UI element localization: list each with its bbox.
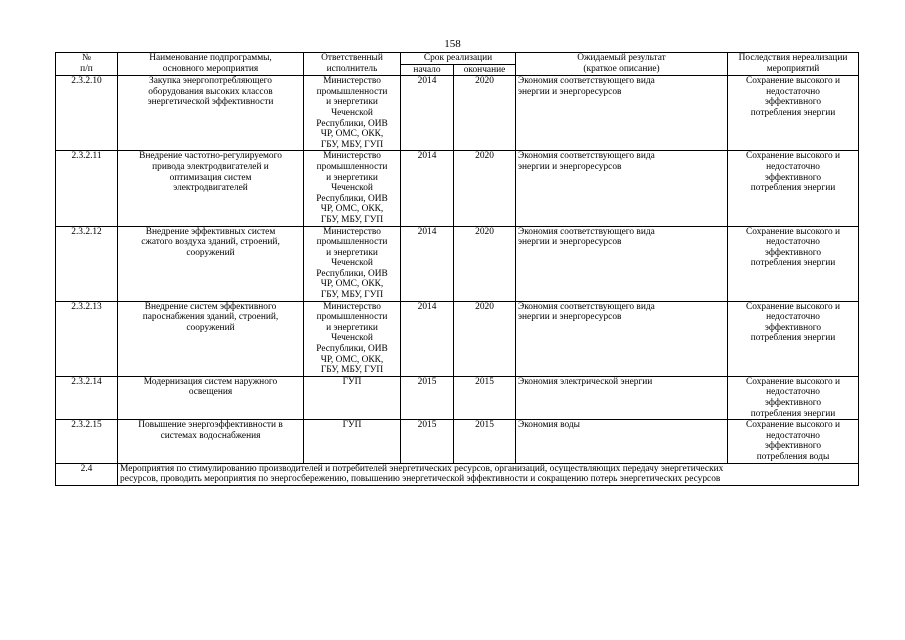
cell-consequences-line: Сохранение высокого и: [746, 151, 840, 162]
cell-consequences-line: недостаточно: [766, 161, 820, 172]
cell-responsible-line: ГБУ, МБУ, ГУП: [320, 214, 384, 225]
cell-name-line: освещения: [188, 387, 233, 398]
cell-consequences: [728, 76, 859, 151]
cell-responsible: [304, 76, 401, 151]
cell-start-year: 2014: [401, 301, 454, 376]
cell-responsible-line: Республики, ОИВ: [316, 344, 388, 355]
cell-name-line: оптимизация систем: [169, 172, 252, 183]
cell-consequences-line: эффективного: [764, 172, 822, 183]
col-header-name-line1: Наименование подпрограммы,: [149, 53, 272, 63]
cell-result-line: Экономия соответствующего вида: [518, 151, 655, 162]
col-header-name-line2: основного мероприятия: [162, 63, 259, 74]
cell-start-year: 2015: [401, 376, 454, 419]
cell-end-year: 2015: [454, 420, 516, 463]
col-header-result-line2: (краткое описание): [583, 63, 660, 74]
cell-start-year: 2014: [401, 226, 454, 301]
cell-consequences: [728, 420, 859, 463]
cell-result-line: Экономия соответствующего вида: [518, 76, 655, 87]
cell-name-line: оборудования высоких классов: [148, 86, 273, 97]
cell-consequences-line: недостаточно: [766, 237, 820, 248]
col-header-responsible-line2: исполнитель: [326, 63, 378, 74]
cell-consequences-line: недостаточно: [766, 86, 820, 97]
cell-responsible: [304, 226, 401, 301]
cell-result-line: энергии и энергоресурсов: [518, 312, 622, 323]
cell-responsible-line: Республики, ОИВ: [316, 193, 388, 204]
section-number: 2.4: [56, 463, 118, 485]
cell-consequences-line: потребления энергии: [750, 107, 836, 118]
cell-name-line: электродвигателей: [173, 183, 248, 194]
col-header-responsible: [304, 53, 401, 76]
cell-responsible-line: Чеченской: [331, 183, 373, 194]
cell-consequences-line: эффективного: [764, 97, 822, 108]
col-header-name: [118, 53, 304, 76]
cell-consequences-line: эффективного: [764, 398, 822, 408]
cell-responsible-line: промышленности: [316, 312, 388, 323]
col-header-result: [516, 53, 728, 76]
cell-name-line: Закупка энергопотребляющего: [149, 76, 272, 87]
cell-responsible-line: ГУП: [342, 420, 362, 431]
cell-start-year: 2014: [401, 151, 454, 226]
table-body: [56, 76, 859, 486]
cell-result-line: энергии и энергоресурсов: [518, 161, 622, 172]
cell-end-year: 2020: [454, 76, 516, 151]
cell-result: [516, 301, 728, 376]
cell-number: 2.3.2.10: [56, 76, 118, 151]
cell-name: [118, 226, 304, 301]
cell-result: [516, 376, 728, 419]
cell-consequences-line: Сохранение высокого и: [746, 420, 840, 431]
cell-consequences-line: эффективного: [764, 322, 822, 333]
cell-name-line: Повышение энергоэффективности в: [138, 420, 283, 431]
cell-end-year: 2020: [454, 226, 516, 301]
page-number: 158: [444, 38, 461, 50]
cell-responsible-line: ГБУ, МБУ, ГУП: [320, 139, 384, 150]
table-row: [56, 376, 859, 419]
cell-number: 2.3.2.12: [56, 226, 118, 301]
cell-end-year: 2020: [454, 301, 516, 376]
cell-end-year: 2020: [454, 151, 516, 226]
table-row: [56, 301, 859, 376]
cell-name-line: сжатого воздуха зданий, строений,: [141, 237, 280, 248]
cell-name-line: энергетической эффективности: [147, 97, 274, 108]
table-row: [56, 420, 859, 463]
col-header-consequences-line2: мероприятий: [766, 63, 820, 74]
cell-responsible: [304, 420, 401, 463]
cell-result: [516, 226, 728, 301]
cell-responsible-line: и энергетики: [326, 247, 378, 258]
cell-name-line: Модернизация систем наружного: [143, 376, 278, 387]
cell-responsible-line: ЧР, ОМС, ОКК,: [320, 354, 384, 365]
cell-result-line: Экономия воды: [518, 420, 580, 431]
cell-responsible: [304, 301, 401, 376]
cell-consequences-line: потребления энергии: [750, 333, 836, 344]
section-title: [118, 463, 859, 485]
cell-responsible-line: ГУП: [342, 376, 362, 387]
cell-consequences-line: эффективного: [764, 441, 822, 452]
cell-name-line: привода электродвигателей и: [152, 161, 269, 172]
cell-consequences: [728, 151, 859, 226]
section-title-line2: ресурсов, проводить мероприятия по энергосбережению, повышению энергетической эффективности и сокращению потерь энергетических ресурсов: [120, 474, 721, 485]
table-row: [56, 226, 859, 301]
cell-responsible: [304, 151, 401, 226]
col-header-number-line2: п/п: [80, 63, 93, 74]
cell-responsible-line: ГБУ, МБУ, ГУП: [320, 365, 384, 376]
cell-number: 2.3.2.15: [56, 420, 118, 463]
col-header-term: Срок реализации: [401, 53, 516, 65]
col-header-number: [56, 53, 118, 76]
cell-responsible-line: ЧР, ОМС, ОКК,: [320, 129, 384, 140]
cell-result-line: энергии и энергоресурсов: [518, 86, 622, 97]
cell-consequences-line: потребления воды: [756, 451, 830, 462]
cell-result-line: энергии и энергоресурсов: [518, 237, 622, 248]
cell-name-line: системах водоснабжения: [160, 430, 261, 441]
cell-consequences-line: потребления энергии: [750, 183, 836, 194]
cell-result: [516, 76, 728, 151]
cell-consequences-line: потребления энергии: [750, 258, 836, 269]
section-title-line1: Мероприятия по стимулированию производителей и потребителей энергетических ресурсов, организаций, осуществляющих передачу энергетических: [120, 463, 724, 474]
cell-name-line: Внедрение частотно-регулируемого: [139, 151, 282, 162]
cell-responsible-line: Министерство: [323, 226, 381, 237]
cell-name: [118, 76, 304, 151]
cell-start-year: 2015: [401, 420, 454, 463]
cell-responsible-line: Чеченской: [331, 258, 373, 269]
cell-responsible-line: Республики, ОИВ: [316, 118, 388, 129]
cell-consequences-line: Сохранение высокого и: [746, 226, 840, 237]
cell-name: [118, 301, 304, 376]
col-header-consequences: [728, 53, 859, 76]
table-row: [56, 151, 859, 226]
cell-number: 2.3.2.14: [56, 376, 118, 419]
cell-consequences: [728, 376, 859, 419]
cell-responsible-line: промышленности: [316, 161, 388, 172]
cell-responsible-line: Чеченской: [331, 333, 373, 344]
cell-responsible-line: Министерство: [323, 76, 381, 87]
cell-name-line: сооружений: [186, 247, 235, 258]
cell-consequences-line: эффективного: [764, 247, 822, 258]
cell-result-line: Экономия соответствующего вида: [518, 301, 655, 312]
cell-result: [516, 151, 728, 226]
header-row: [56, 53, 859, 65]
cell-responsible-line: ЧР, ОМС, ОКК,: [320, 279, 384, 290]
cell-responsible-line: и энергетики: [326, 172, 378, 183]
cell-number: 2.3.2.13: [56, 301, 118, 376]
section-row: [56, 463, 859, 485]
cell-responsible-line: Министерство: [323, 301, 381, 312]
col-header-number-line1: №: [82, 53, 91, 63]
col-header-start: начало: [401, 64, 454, 76]
cell-consequences-line: потребления энергии: [750, 408, 836, 419]
cell-result-line: Экономия электрической энергии: [518, 376, 653, 387]
col-header-end: окончание: [454, 64, 516, 76]
cell-name: [118, 420, 304, 463]
cell-responsible-line: Республики, ОИВ: [316, 268, 388, 279]
cell-responsible-line: ЧР, ОМС, ОКК,: [320, 204, 384, 215]
cell-responsible-line: Министерство: [323, 151, 381, 162]
cell-consequences-line: Сохранение высокого и: [746, 376, 840, 387]
col-header-consequences-line1: Последствия нереализации: [738, 53, 848, 63]
cell-result: [516, 420, 728, 463]
cell-result-line: Экономия соответствующего вида: [518, 226, 655, 237]
cell-name-line: пароснабжения зданий, строений,: [142, 312, 279, 323]
cell-consequences: [728, 226, 859, 301]
cell-name-line: сооружений: [186, 322, 235, 333]
cell-name-line: Внедрение систем эффективного: [144, 301, 277, 312]
cell-responsible-line: и энергетики: [326, 322, 378, 333]
cell-name: [118, 151, 304, 226]
cell-name-line: Внедрение эффективных систем: [145, 226, 276, 237]
program-table: [55, 52, 859, 486]
cell-responsible-line: промышленности: [316, 237, 388, 248]
col-header-responsible-line1: Ответственный: [321, 53, 383, 63]
cell-responsible-line: ГБУ, МБУ, ГУП: [320, 290, 384, 301]
cell-name: [118, 376, 304, 419]
cell-responsible-line: промышленности: [316, 86, 388, 97]
cell-consequences-line: недостаточно: [766, 430, 820, 441]
table-header: [56, 53, 859, 76]
cell-consequences-line: Сохранение высокого и: [746, 76, 840, 87]
cell-number: 2.3.2.11: [56, 151, 118, 226]
cell-consequences-line: Сохранение высокого и: [746, 301, 840, 312]
cell-start-year: 2014: [401, 76, 454, 151]
cell-consequences-line: недостаточно: [766, 312, 820, 323]
cell-consequences-line: недостаточно: [766, 387, 820, 398]
cell-consequences: [728, 301, 859, 376]
cell-responsible-line: и энергетики: [326, 97, 378, 108]
col-header-result-line1: Ожидаемый результат: [577, 53, 666, 63]
cell-end-year: 2015: [454, 376, 516, 419]
cell-responsible: [304, 376, 401, 419]
cell-responsible-line: Чеченской: [331, 107, 373, 118]
table-row: [56, 76, 859, 151]
